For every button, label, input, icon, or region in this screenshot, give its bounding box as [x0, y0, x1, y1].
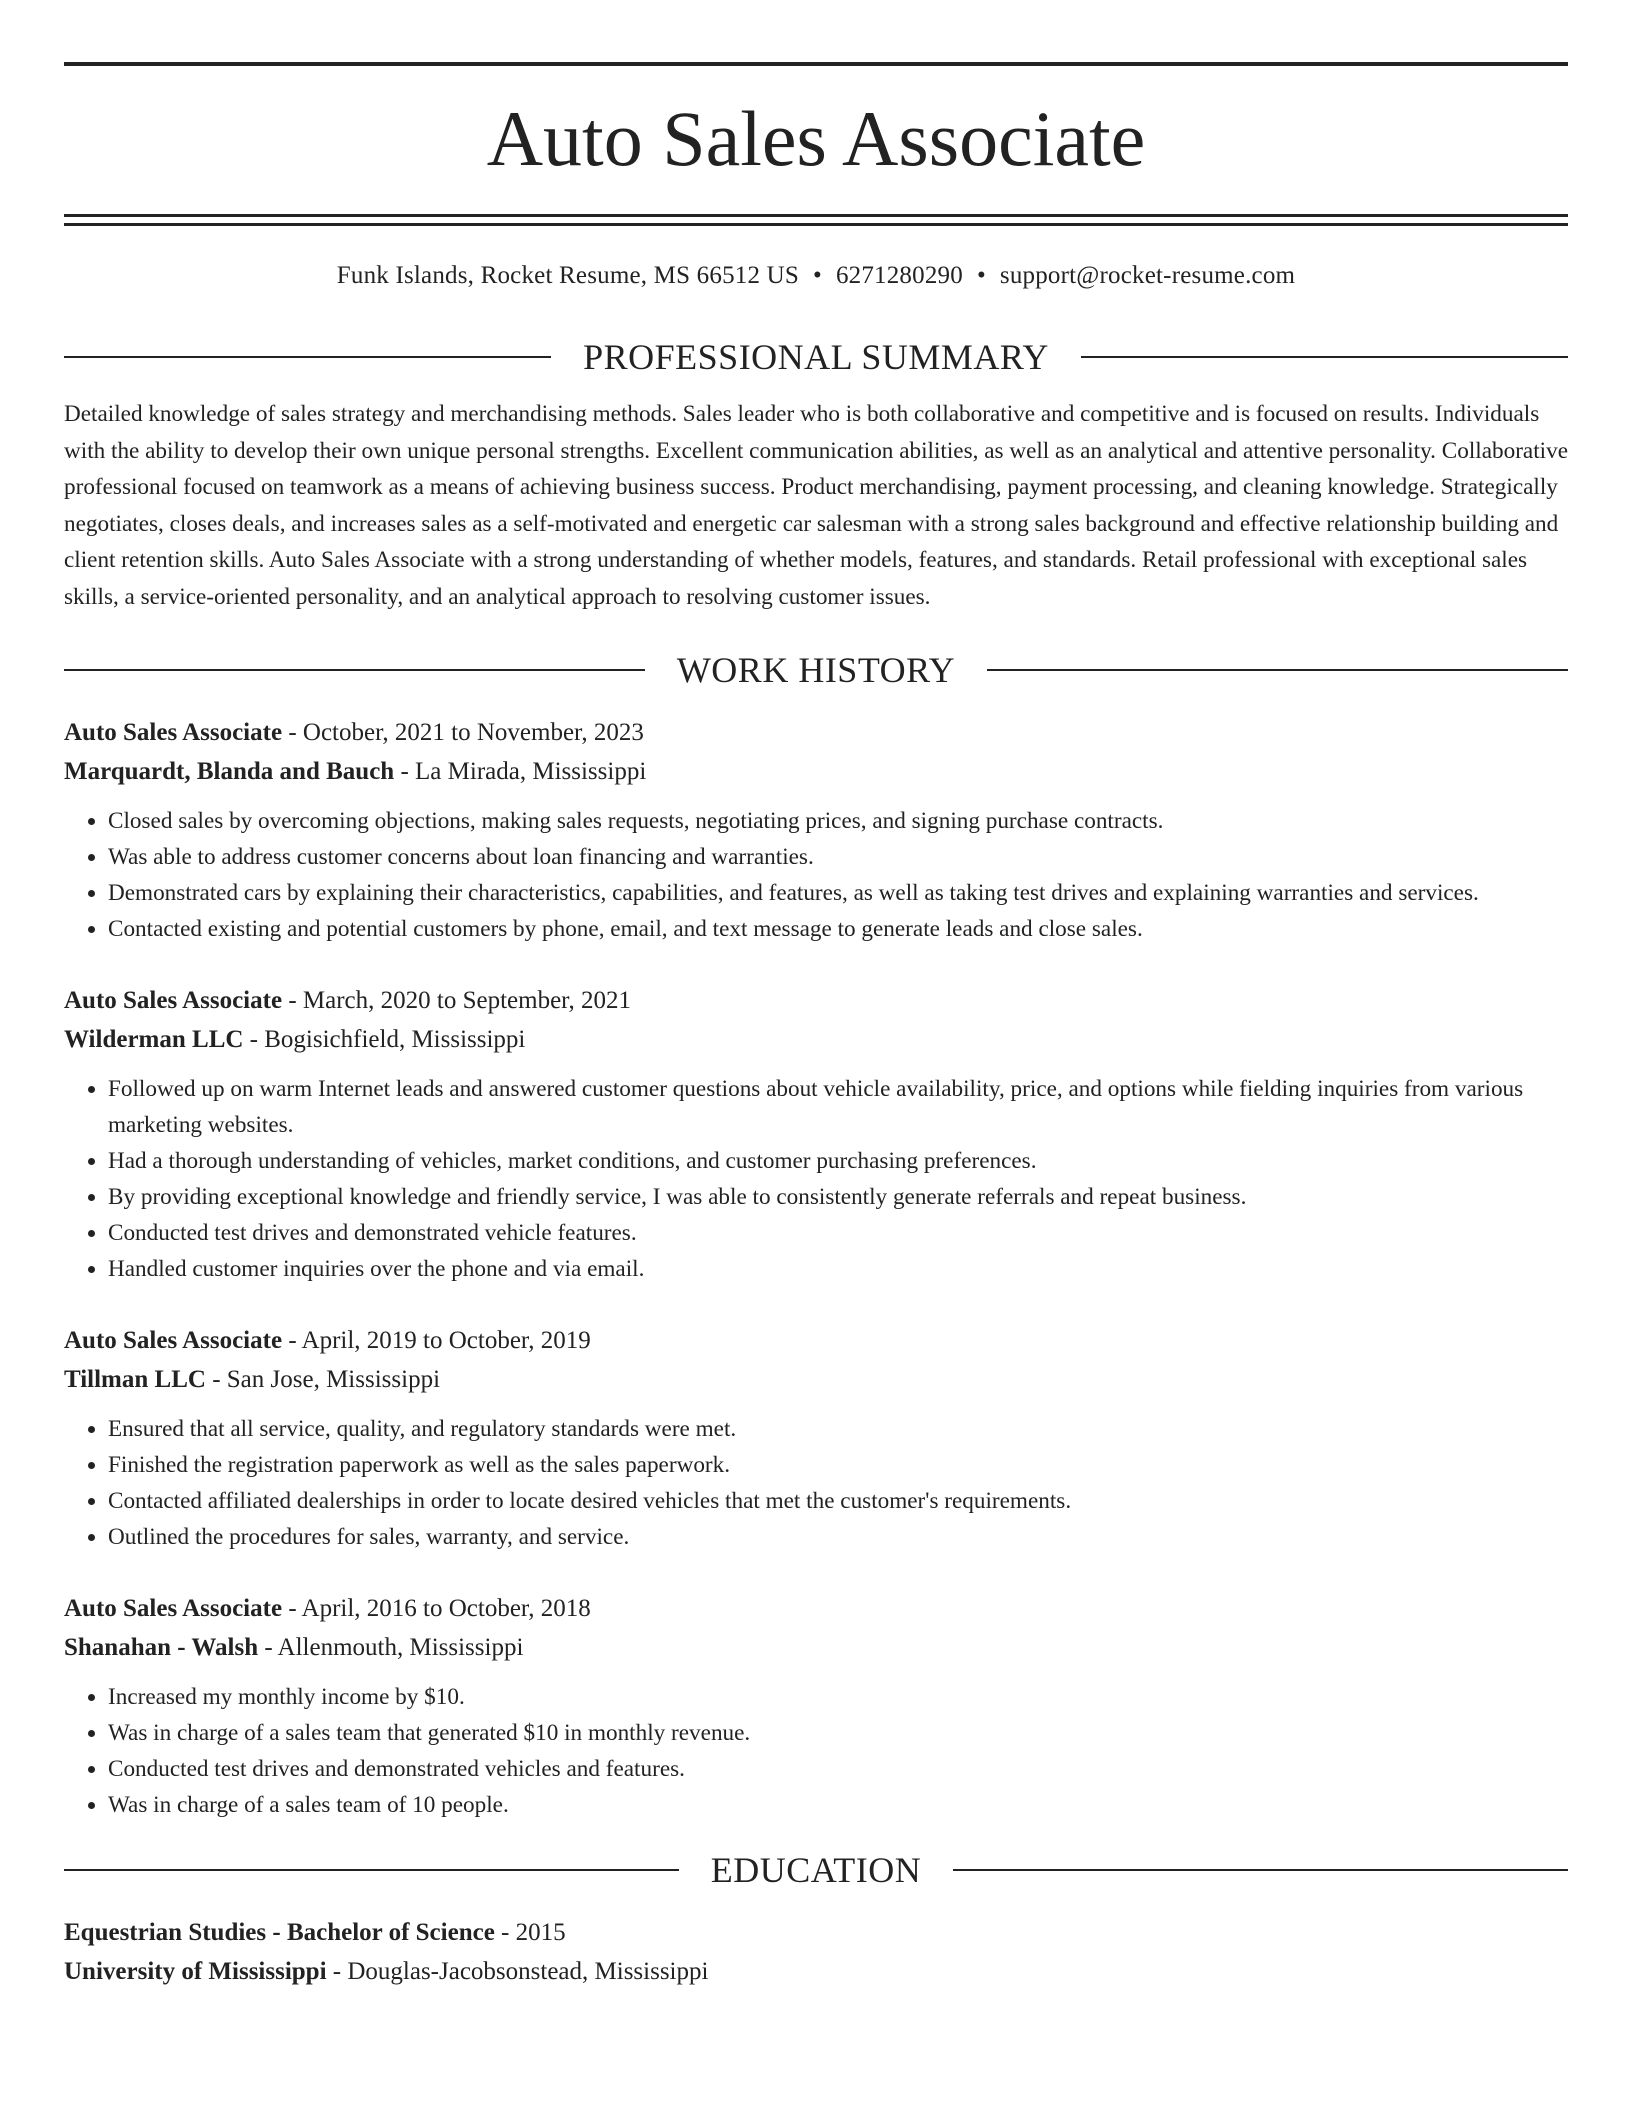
list-item: • Was in charge of a sales team that generated $10 in monthly revenue. [108, 1715, 1568, 1751]
list-item: • Closed sales by overcoming objections, making sales requests, negotiating prices, and signing purchase contracts. [108, 803, 1568, 839]
list-item: • Increased my monthly income by $10. [108, 1679, 1568, 1715]
heading-rule [1081, 356, 1568, 358]
heading-rule [64, 1869, 679, 1871]
list-item: • Conducted test drives and demonstrated vehicles and features. [108, 1751, 1568, 1787]
job-title-line [64, 1321, 1568, 1360]
job-company: Shanahan - Walsh [64, 1634, 259, 1661]
job-bullets [64, 1679, 1568, 1823]
section-heading-work [64, 649, 1568, 691]
job-title-line [64, 713, 1568, 752]
job-dates: - April, 2016 to October, 2018 [282, 1595, 591, 1622]
job-company: Marquardt, Blanda and Bauch [64, 758, 395, 785]
contact-separator: • [976, 262, 986, 289]
list-item: • Had a thorough understanding of vehicles, market conditions, and customer purchasing preferences. [108, 1143, 1568, 1179]
job-location: - Allenmouth, Mississippi [258, 1634, 524, 1661]
job-company-line [64, 1020, 1568, 1059]
list-item: • Was in charge of a sales team of 10 people. [108, 1787, 1568, 1823]
job-bullets [64, 1411, 1568, 1555]
job-title: Auto Sales Associate [64, 719, 283, 746]
job-company-line [64, 752, 1568, 791]
job-dates: - March, 2020 to September, 2021 [282, 987, 631, 1014]
job-title: Auto Sales Associate [64, 1595, 283, 1622]
job-entry [64, 713, 1568, 947]
job-entry [64, 1589, 1568, 1823]
job-location: - La Mirada, Mississippi [394, 758, 647, 785]
list-item: • Demonstrated cars by explaining their characteristics, capabilities, and features, as well as taking test drives and explaining warranties and services. [108, 875, 1568, 911]
job-dates: - April, 2019 to October, 2019 [282, 1327, 591, 1354]
section-heading-education [64, 1849, 1568, 1891]
section-title: PROFESSIONAL SUMMARY [583, 337, 1049, 377]
heading-rule [953, 1869, 1568, 1871]
top-rule [64, 62, 1568, 66]
heading-rule [64, 669, 645, 671]
list-item: • Contacted existing and potential customers by phone, email, and text message to generate leads and close sales. [108, 911, 1568, 947]
job-dates: - October, 2021 to November, 2023 [282, 719, 644, 746]
education-degree-line [64, 1913, 1568, 1952]
contact-line [64, 262, 1568, 290]
education-entry [64, 1913, 1568, 1991]
job-company: Wilderman LLC [64, 1026, 244, 1053]
job-entry [64, 1321, 1568, 1555]
section-heading-summary [64, 336, 1568, 378]
education-school-line [64, 1952, 1568, 1991]
summary-text: Detailed knowledge of sales strategy and merchandising methods. Sales leader who is both collaborative and competitive and is focused on results. Individuals with the ability to develop their own unique personal strengths. Excellent communication abilities, as well as an analytical and attentive personality. Collaborative professional focused on teamwork as a means of achieving business success. Product merchandising, payment processing, and cleaning knowledge. Strategically negotiates, closes deals, and increases sales as a self-motivated and energetic car salesman with a strong sales background and effective relationship building and client retention skills. Auto Sales Associate with a strong understanding of whether models, features, and standards. Retail professional with exceptional sales skills, a service-oriented personality, and an analytical approach to resolving customer issues. [64, 401, 1568, 610]
resume-name: Auto Sales Associate [486, 95, 1146, 182]
double-rule [64, 214, 1568, 226]
job-company: Tillman LLC [64, 1366, 206, 1393]
list-item: • Was able to address customer concerns about loan financing and warranties. [108, 839, 1568, 875]
job-bullets [64, 1071, 1568, 1287]
contact-address: Funk Islands, Rocket Resume, MS 66512 US [336, 262, 799, 289]
education-school: University of Mississippi [64, 1958, 327, 1985]
section-title: WORK HISTORY [676, 650, 956, 690]
education-year: - 2015 [494, 1919, 566, 1946]
job-title-line [64, 1589, 1568, 1628]
job-location: - Bogisichfield, Mississippi [243, 1026, 526, 1053]
list-item: • Finished the registration paperwork as well as the sales paperwork. [108, 1447, 1568, 1483]
list-item: • Contacted affiliated dealerships in order to locate desired vehicles that met the customer's requirements. [108, 1483, 1568, 1519]
list-item: • Handled customer inquiries over the phone and via email. [108, 1251, 1568, 1287]
job-company-line [64, 1360, 1568, 1399]
list-item: • Followed up on warm Internet leads and answered customer questions about vehicle availability, price, and options while fielding inquiries from various marketing websites. [108, 1071, 1568, 1143]
list-item: • Ensured that all service, quality, and regulatory standards were met. [108, 1411, 1568, 1447]
job-entry [64, 981, 1568, 1287]
job-location: - San Jose, Mississippi [205, 1366, 441, 1393]
job-company-line [64, 1628, 1568, 1667]
contact-separator: • [812, 262, 822, 289]
section-title: EDUCATION [710, 1850, 922, 1890]
heading-rule [64, 356, 551, 358]
education-degree: Equestrian Studies - Bachelor of Science [64, 1919, 495, 1946]
job-bullets [64, 803, 1568, 947]
list-item: • Conducted test drives and demonstrated vehicle features. [108, 1215, 1568, 1251]
job-title-line [64, 981, 1568, 1020]
list-item: • Outlined the procedures for sales, warranty, and service. [108, 1519, 1568, 1555]
contact-phone: 6271280290 [835, 262, 963, 289]
heading-rule [987, 669, 1568, 671]
education-location: - Douglas-Jacobsonstead, Mississippi [326, 1958, 709, 1985]
job-title: Auto Sales Associate [64, 987, 283, 1014]
contact-email: support@rocket-resume.com [999, 262, 1296, 289]
job-title: Auto Sales Associate [64, 1327, 283, 1354]
list-item: • By providing exceptional knowledge and friendly service, I was able to consistently generate referrals and repeat business. [108, 1179, 1568, 1215]
